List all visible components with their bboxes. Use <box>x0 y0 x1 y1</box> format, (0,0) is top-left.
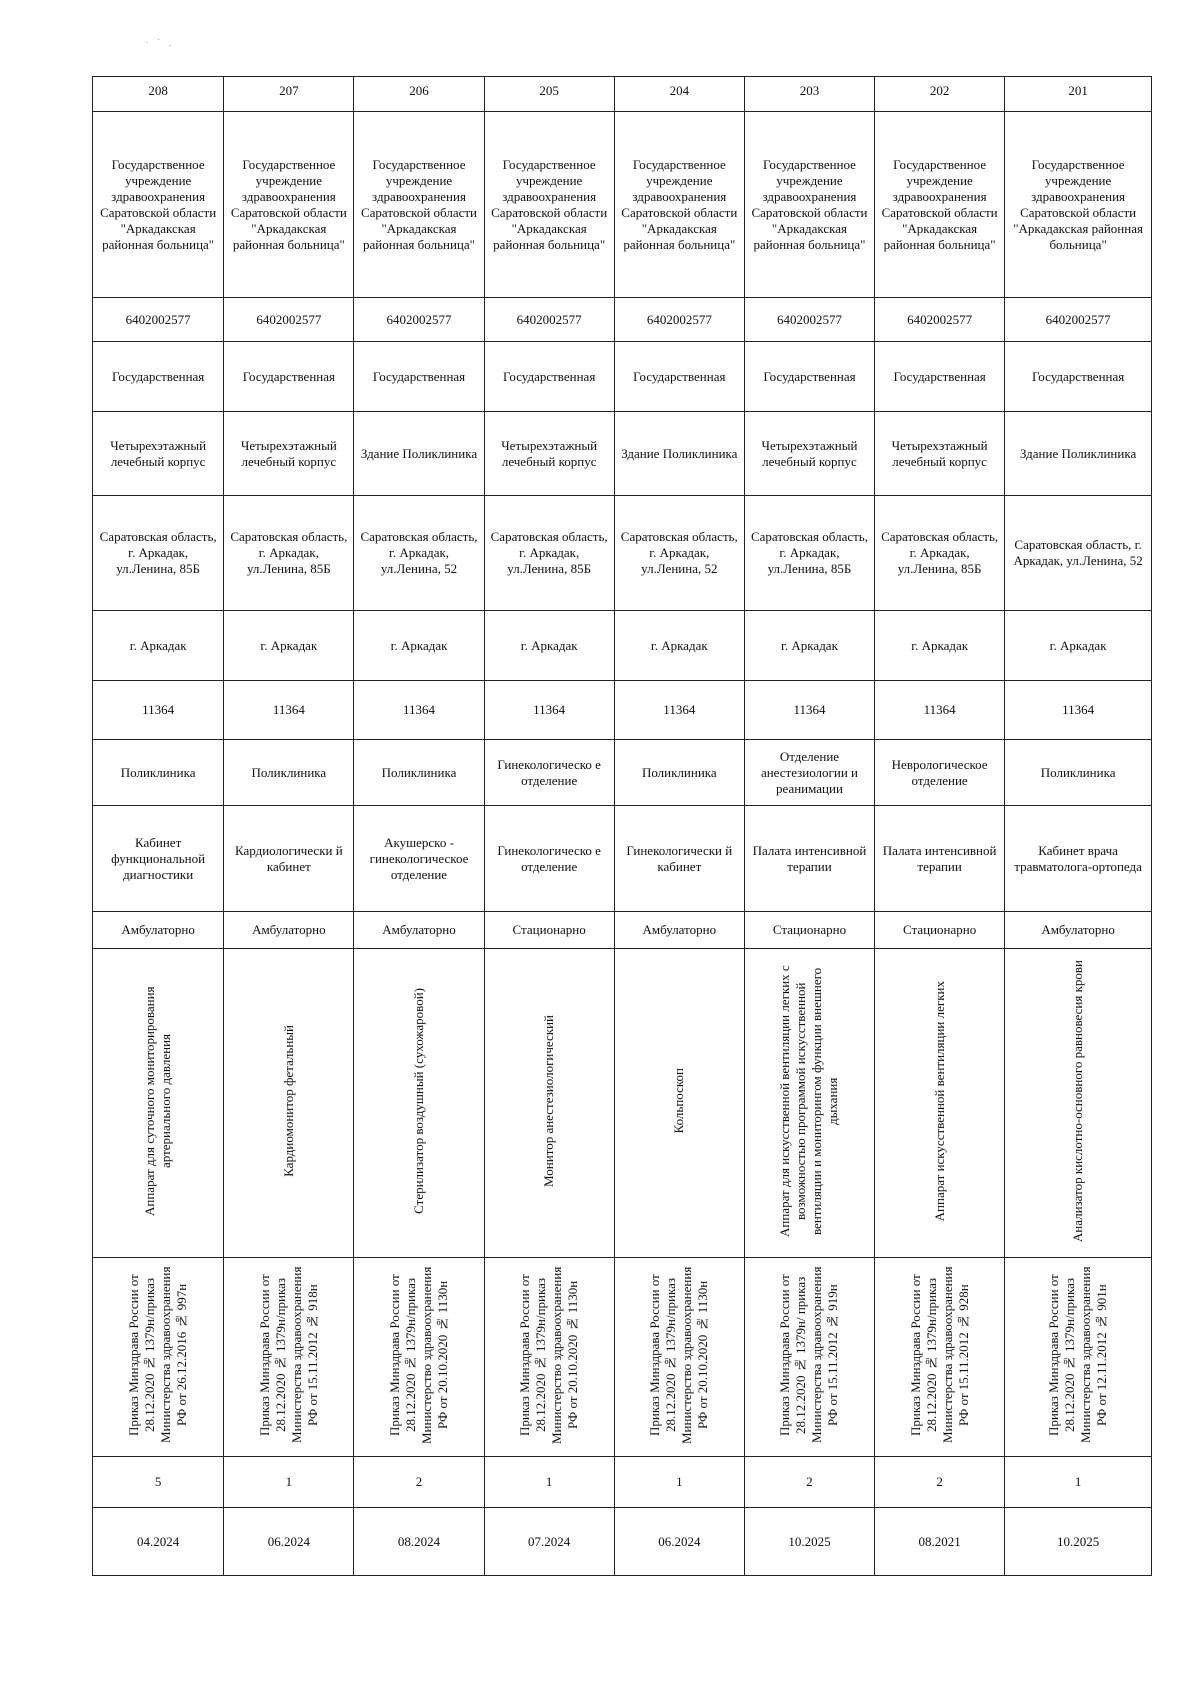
row-care-mode <box>93 912 1152 949</box>
cell-building <box>93 412 224 496</box>
cell-text: 207 <box>279 83 299 98</box>
cell-text: Гинекологическо е отделение <box>497 756 601 788</box>
cell-code <box>1005 681 1152 740</box>
cell-order <box>484 1258 614 1457</box>
cell-room <box>224 806 354 912</box>
cell-text: Аппарат искусственной вентиляции легких <box>931 980 947 1222</box>
cell-text: Монитор анестезиологический <box>541 1015 557 1187</box>
cell-text: 06.2024 <box>267 1533 310 1549</box>
row-quantity <box>93 1457 1152 1508</box>
cell-text: Саратовская область, г. Аркадак, ул.Ленина, 85Б <box>490 529 608 576</box>
cell-room <box>484 806 614 912</box>
cell-code <box>614 681 744 740</box>
cell-address <box>744 496 874 611</box>
cell-text: Поликлиника <box>120 764 196 780</box>
cell-address <box>614 496 744 611</box>
cell-care-mode <box>354 912 484 949</box>
cell-code <box>93 681 224 740</box>
cell-text: Приказ Минздрава России от 28.12.2020 № 1379н/приказ Министерство здравоохранения РФ от 20.10.2020 № 1130н <box>647 1266 711 1444</box>
cell-order <box>614 1258 744 1457</box>
cell-text: 5 <box>154 1474 162 1489</box>
cell-text: 205 <box>539 83 559 98</box>
cell-building <box>614 412 744 496</box>
cell-text: Аппарат для суточного мониторирования артериального давления <box>142 986 174 1216</box>
row-equipment <box>93 949 1152 1258</box>
cell-text: 1 <box>285 1474 293 1489</box>
cell-quantity <box>484 1457 614 1508</box>
cell-address <box>875 496 1005 611</box>
cell-ownership <box>224 342 354 412</box>
cell-care-mode <box>614 912 744 949</box>
cell-text: Амбулаторно <box>1041 922 1115 937</box>
cell-text: Аппарат для искусственной вентиляции легких с возможностью программой искусственной вентиляции и мониторингом функции внешнего дыхания <box>777 965 841 1237</box>
cell-text: Государственная <box>633 368 726 384</box>
cell-text: Государственное учреждение здравоохранения Саратовской области "Аркадакская районная больница" <box>491 156 608 252</box>
cell-text: 04.2024 <box>137 1533 180 1549</box>
cell-ownership <box>93 342 224 412</box>
cell-quantity <box>354 1457 484 1508</box>
cell-room <box>744 806 874 912</box>
cell-ownership <box>875 342 1005 412</box>
cell-text: Саратовская область, г. Аркадак, ул.Ленина, 52 <box>620 529 738 576</box>
cell-text: Государственная <box>893 368 986 384</box>
cell-institution <box>875 112 1005 298</box>
cell-institution <box>484 112 614 298</box>
cell-text: 203 <box>799 83 820 98</box>
cell-city <box>744 611 874 681</box>
cell-text: Здание Поликлиника <box>1019 445 1137 461</box>
cell-inn <box>224 298 354 342</box>
cell-text: Государственная <box>242 368 335 384</box>
cell-text: Анализатор кислотно-основного равновесия крови <box>1070 959 1086 1243</box>
cell-order <box>93 1258 224 1457</box>
cell-text: Государственное учреждение здравоохранения Саратовской области "Аркадакская районная больница" <box>360 156 478 252</box>
cell-text: 2 <box>415 1474 423 1489</box>
cell-room <box>1005 806 1152 912</box>
cell-text: 6402002577 <box>1045 311 1111 327</box>
cell-institution <box>93 112 224 298</box>
cell-number <box>744 77 874 112</box>
cell-number <box>614 77 744 112</box>
cell-text: 11364 <box>402 702 436 717</box>
row-unit <box>93 740 1152 806</box>
cell-text: Четырехэтажный лечебный корпус <box>891 437 988 469</box>
cell-text: Неврологическое отделение <box>891 756 988 788</box>
cell-text: 11364 <box>533 702 566 717</box>
cell-text: г. Аркадак <box>520 637 578 653</box>
cell-date <box>484 1508 614 1576</box>
cell-text: Приказ Минздрава России от 28.12.2020 № 1379н/ приказ Министерства здравоохранения РФ от 15.11.2012 № 919н <box>777 1266 841 1444</box>
cell-order <box>875 1258 1005 1457</box>
cell-inn <box>614 298 744 342</box>
cell-text: Гинекологически й кабинет <box>626 842 733 874</box>
cell-text: г. Аркадак <box>911 637 969 653</box>
cell-text: 6402002577 <box>516 311 582 327</box>
cell-text: Кабинет врача травматолога-ортопеда <box>1014 842 1142 874</box>
cell-code <box>875 681 1005 740</box>
cell-date <box>354 1508 484 1576</box>
cell-text: 6402002577 <box>256 311 322 327</box>
row-address <box>93 496 1152 611</box>
cell-ownership <box>744 342 874 412</box>
cell-text: г. Аркадак <box>650 637 708 653</box>
cell-text: 6402002577 <box>125 311 191 327</box>
cell-text: Саратовская область, г. Аркадак, ул.Ленина, 85Б <box>230 529 348 576</box>
cell-code <box>744 681 874 740</box>
cell-text: 11364 <box>272 702 305 717</box>
cell-room <box>93 806 224 912</box>
cell-institution <box>224 112 354 298</box>
cell-city <box>93 611 224 681</box>
cell-text: 201 <box>1068 83 1088 98</box>
cell-text: Амбулаторно <box>252 922 326 937</box>
row-city <box>93 611 1152 681</box>
cell-text: Государственная <box>372 368 466 384</box>
cell-institution <box>614 112 744 298</box>
cell-text: Здание Поликлиника <box>360 445 478 461</box>
cell-text: 11364 <box>923 702 956 717</box>
cell-city <box>614 611 744 681</box>
cell-text: Стерилизатор воздушный (сухожаровой) <box>411 988 426 1214</box>
cell-text: Стационарно <box>772 922 847 937</box>
cell-number <box>354 77 484 112</box>
cell-code <box>224 681 354 740</box>
cell-building <box>224 412 354 496</box>
cell-inn <box>354 298 484 342</box>
cell-text: Саратовская область, г. Аркадак, ул.Ленина, 85Б <box>99 529 217 576</box>
cell-quantity <box>614 1457 744 1508</box>
cell-text: 6402002577 <box>386 311 452 327</box>
cell-room <box>875 806 1005 912</box>
cell-text: г. Аркадак <box>260 637 318 653</box>
cell-room <box>614 806 744 912</box>
cell-text: 11364 <box>663 702 696 717</box>
cell-building <box>744 412 874 496</box>
cell-text: 06.2024 <box>658 1533 701 1549</box>
cell-quantity <box>875 1457 1005 1508</box>
cell-equipment <box>614 949 744 1258</box>
cell-unit <box>354 740 484 806</box>
cell-text: 11364 <box>793 702 826 717</box>
cell-equipment <box>354 949 484 1258</box>
cell-text: Палата интенсивной терапии <box>752 842 867 874</box>
cell-text: Саратовская область, г. Аркадак, ул.Ленина, 85Б <box>750 529 868 576</box>
cell-text: 1 <box>1074 1474 1082 1489</box>
cell-unit <box>614 740 744 806</box>
cell-date <box>1005 1508 1152 1576</box>
cell-unit <box>93 740 224 806</box>
cell-inn <box>875 298 1005 342</box>
cell-text: Амбулаторно <box>642 922 717 937</box>
cell-text: 11364 <box>1062 702 1095 717</box>
cell-ownership <box>484 342 614 412</box>
cell-address <box>224 496 354 611</box>
cell-inn <box>744 298 874 342</box>
cell-date <box>614 1508 744 1576</box>
cell-equipment <box>744 949 874 1258</box>
cell-text: Четырехэтажный лечебный корпус <box>240 437 337 469</box>
cell-quantity <box>744 1457 874 1508</box>
cell-text: Кабинет функциональной диагностики <box>111 834 206 882</box>
cell-text: 10.2025 <box>1056 1533 1100 1549</box>
cell-order <box>1005 1258 1152 1457</box>
cell-number <box>224 77 354 112</box>
cell-care-mode <box>93 912 224 949</box>
cell-ownership <box>614 342 744 412</box>
cell-text: Здание Поликлиника <box>621 445 738 461</box>
cell-unit <box>875 740 1005 806</box>
cell-text: Саратовская область, г. Аркадак, ул.Ленина, 85Б <box>881 529 999 576</box>
cell-date <box>93 1508 224 1576</box>
cell-equipment <box>93 949 224 1258</box>
cell-care-mode <box>224 912 354 949</box>
equipment-register-table <box>92 76 1152 1576</box>
cell-building <box>484 412 614 496</box>
row-ownership <box>93 342 1152 412</box>
cell-text: Государственное учреждение здравоохранения Саратовской области "Аркадакская районная больница" <box>621 156 738 252</box>
cell-quantity <box>224 1457 354 1508</box>
cell-text: Государственная <box>1031 368 1125 384</box>
cell-city <box>875 611 1005 681</box>
cell-text: 206 <box>409 83 429 98</box>
cell-text: Гинекологическо е отделение <box>497 842 601 874</box>
cell-quantity <box>93 1457 224 1508</box>
cell-text: 10.2025 <box>788 1533 831 1549</box>
cell-city <box>1005 611 1152 681</box>
cell-order <box>224 1258 354 1457</box>
cell-number <box>1005 77 1152 112</box>
cell-address <box>1005 496 1152 611</box>
cell-text: 6402002577 <box>907 311 973 327</box>
cell-care-mode <box>484 912 614 949</box>
cell-code <box>484 681 614 740</box>
cell-text: Государственное учреждение здравоохранения Саратовской области "Аркадакская районная больница" <box>881 156 998 252</box>
cell-text: 6402002577 <box>646 311 712 327</box>
cell-city <box>224 611 354 681</box>
cell-text: 2 <box>936 1474 943 1489</box>
cell-unit <box>224 740 354 806</box>
cell-text: Амбулаторно <box>382 922 456 937</box>
cell-text: Отделение анестезиологии и реанимации <box>760 748 858 796</box>
cell-equipment <box>875 949 1005 1258</box>
cell-date <box>875 1508 1005 1576</box>
cell-text: Четырехэтажный лечебный корпус <box>761 437 858 469</box>
row-inn <box>93 298 1152 342</box>
cell-order <box>744 1258 874 1457</box>
cell-code <box>354 681 484 740</box>
cell-text: 204 <box>669 83 690 98</box>
cell-equipment <box>224 949 354 1258</box>
cell-text: 202 <box>929 83 950 98</box>
cell-building <box>1005 412 1152 496</box>
row-room <box>93 806 1152 912</box>
cell-institution <box>1005 112 1152 298</box>
cell-care-mode <box>1005 912 1152 949</box>
cell-text: Саратовская область, г. Аркадак, ул.Ленина, 52 <box>1013 537 1143 568</box>
row-building <box>93 412 1152 496</box>
cell-care-mode <box>875 912 1005 949</box>
cell-inn <box>484 298 614 342</box>
cell-text: г. Аркадак <box>129 637 187 653</box>
cell-text: Государственная <box>503 368 596 384</box>
cell-text: Стационарно <box>903 922 977 937</box>
cell-ownership <box>1005 342 1152 412</box>
cell-text: Саратовская область, г. Аркадак, ул.Ленина, 52 <box>360 529 478 576</box>
cell-text: Приказ Минздрава России от 28.12.2020 № 1379н/приказ Министерство здравоохранения РФ от 20.10.2020 № 1130н <box>517 1266 581 1444</box>
cell-text: Государственное учреждение здравоохранения Саратовской области "Аркадакская районная больница" <box>100 156 217 252</box>
cell-text: Поликлиника <box>1040 764 1116 780</box>
cell-address <box>484 496 614 611</box>
cell-text: Приказ Минздрава России от 28.12.2020 № 1379н/приказ Министерство здравоохранения РФ от 20.10.2020 № 1130н <box>387 1266 450 1444</box>
cell-text: Государственное учреждение здравоохранения Саратовской области "Аркадакская районная больница" <box>751 156 868 252</box>
cell-text: Государственное учреждение здравоохранения Саратовской области "Аркадакская районная больница" <box>230 156 347 252</box>
cell-text: Палата интенсивной терапии <box>882 842 997 874</box>
cell-equipment <box>484 949 614 1258</box>
cell-number <box>484 77 614 112</box>
cell-text: г. Аркадак <box>1049 637 1107 653</box>
cell-text: 08.2024 <box>397 1533 441 1549</box>
cell-text: Государственное учреждение здравоохранения Саратовской области "Аркадакская районная больница" <box>1013 156 1143 252</box>
row-date <box>93 1508 1152 1576</box>
cell-unit <box>1005 740 1152 806</box>
cell-number <box>93 77 224 112</box>
cell-text: Кольпоскоп <box>671 1068 687 1134</box>
scan-noise: · ˙ . <box>145 38 175 49</box>
cell-building <box>875 412 1005 496</box>
cell-text: Поликлиника <box>381 764 457 780</box>
cell-text: Амбулаторно <box>121 922 195 937</box>
cell-text: Приказ Минздрава России от 28.12.2020 № 1379н/приказ Министерства здравоохранения РФ от 12.11.2012 № 901н <box>1046 1266 1110 1444</box>
cell-text: г. Аркадак <box>390 637 448 653</box>
cell-text: 2 <box>806 1474 813 1489</box>
cell-care-mode <box>744 912 874 949</box>
row-number <box>93 77 1152 112</box>
cell-text: Стационарно <box>512 922 586 937</box>
cell-text: Акушерско - гинекологическое отделение <box>369 834 469 882</box>
cell-text: Четырехэтажный лечебный корпус <box>110 437 207 469</box>
cell-text: Приказ Минздрава России от 28.12.2020 № 1379н/приказ Министерства здравоохранения РФ от 26.12.2016 № 997н <box>126 1266 190 1444</box>
cell-inn <box>93 298 224 342</box>
cell-city <box>354 611 484 681</box>
cell-text: Поликлиника <box>641 764 717 780</box>
cell-text: Приказ Минздрава России от 28.12.2020 № 1379н/приказ Министерства здравоохранения РФ от 15.11.2012 № 928н <box>907 1266 971 1444</box>
cell-text: Приказ Минздрава России от 28.12.2020 № 1379н/приказ Министерства здравоохранения РФ от 15.11.2012 № 918н <box>256 1266 320 1444</box>
cell-text: 08.2021 <box>918 1533 961 1549</box>
cell-building <box>354 412 484 496</box>
cell-address <box>93 496 224 611</box>
cell-institution <box>354 112 484 298</box>
cell-institution <box>744 112 874 298</box>
cell-text: Поликлиника <box>251 764 327 780</box>
cell-room <box>354 806 484 912</box>
cell-text: Четырехэтажный лечебный корпус <box>501 437 598 469</box>
cell-date <box>224 1508 354 1576</box>
cell-order <box>354 1258 484 1457</box>
cell-ownership <box>354 342 484 412</box>
cell-text: 6402002577 <box>776 311 842 327</box>
cell-text: 1 <box>545 1474 553 1489</box>
cell-text: Кардиологически й кабинет <box>235 842 343 874</box>
cell-text: г. Аркадак <box>781 637 838 653</box>
cell-text: 11364 <box>142 702 175 717</box>
cell-text: 07.2024 <box>528 1533 571 1549</box>
cell-number <box>875 77 1005 112</box>
row-institution <box>93 112 1152 298</box>
cell-text: Государственная <box>111 368 205 384</box>
cell-text: Кардиомонитор фетальный <box>280 1025 296 1177</box>
row-code <box>93 681 1152 740</box>
cell-address <box>354 496 484 611</box>
cell-text: 208 <box>148 83 168 98</box>
cell-inn <box>1005 298 1152 342</box>
cell-city <box>484 611 614 681</box>
cell-unit <box>744 740 874 806</box>
row-order <box>93 1258 1152 1457</box>
cell-text: 1 <box>676 1474 683 1489</box>
cell-unit <box>484 740 614 806</box>
cell-text: Государственная <box>763 368 856 384</box>
cell-date <box>744 1508 874 1576</box>
cell-quantity <box>1005 1457 1152 1508</box>
cell-equipment <box>1005 949 1152 1258</box>
